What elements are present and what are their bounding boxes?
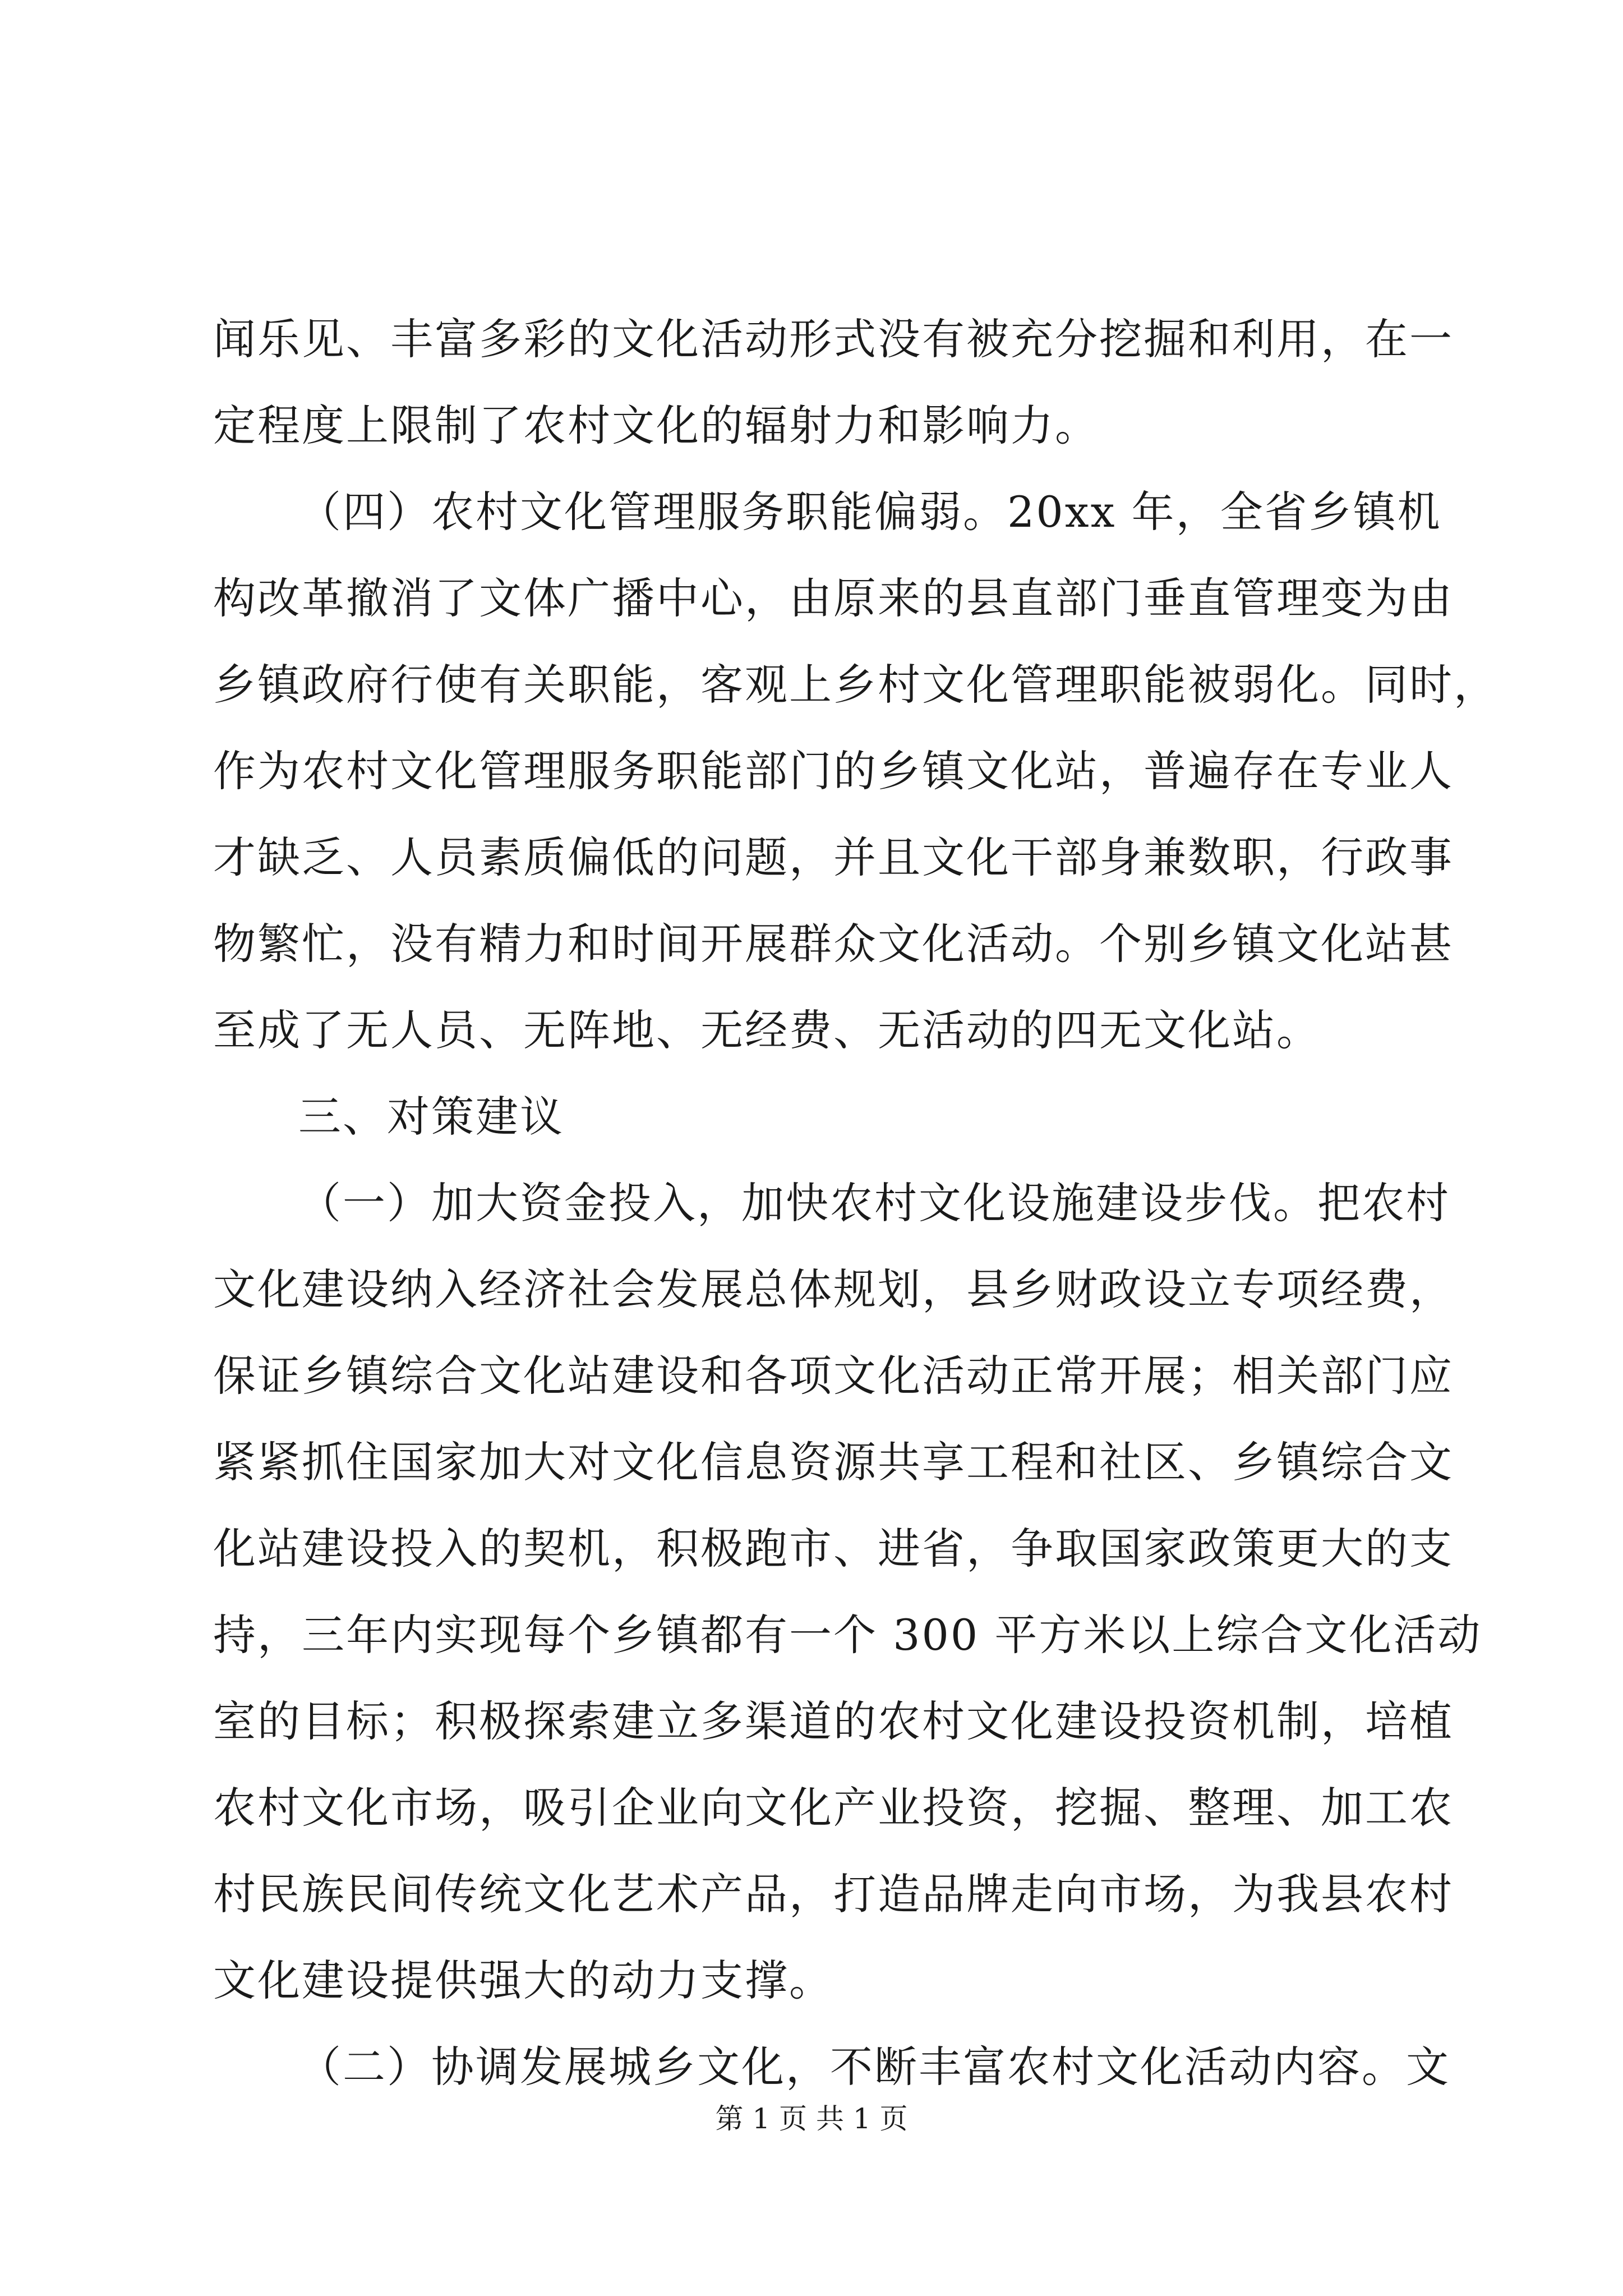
text-line: 村民族民间传统文化艺术产品，打造品牌走向市场，为我县农村 — [213, 1869, 1454, 1919]
paragraph-heading-4: （四）农村文化管理服务职能偏弱。20xx 年，全省乡镇机 — [298, 487, 1442, 537]
text-line: 构改革撤消了文体广播中心，由原来的县直部门垂直管理变为由 — [213, 573, 1454, 623]
text-line: 农村文化市场，吸引企业向文化产业投资，挖掘、整理、加工农 — [213, 1783, 1454, 1833]
text-line: 文化建设纳入经济社会发展总体规划，县乡财政设立专项经费， — [213, 1264, 1454, 1314]
text-line: 文化建设提供强大的动力支撑。 — [213, 1955, 833, 2005]
text-line: 室的目标；积极探索建立多渠道的农村文化建设投资机制，培植 — [213, 1696, 1454, 1746]
text-line: 持，三年内实现每个乡镇都有一个 300 平方米以上综合文化活动 — [213, 1610, 1482, 1660]
section-heading: 三、对策建议 — [298, 1092, 564, 1142]
paragraph-heading-2: （二）协调发展城乡文化，不断丰富农村文化活动内容。文 — [298, 2042, 1450, 2092]
text-line: 才缺乏、人员素质偏低的问题，并且文化干部身兼数职，行政事 — [213, 832, 1454, 882]
paragraph-heading-1: （一）加大资金投入，加快农村文化设施建设步伐。把农村 — [298, 1178, 1450, 1228]
text-line: 物繁忙，没有精力和时间开展群众文化活动。个别乡镇文化站甚 — [213, 919, 1454, 969]
text-line: 作为农村文化管理服务职能部门的乡镇文化站，普遍存在专业人 — [213, 746, 1454, 796]
text-line: 保证乡镇综合文化站建设和各项文化活动正常开展；相关部门应 — [213, 1351, 1454, 1401]
text-line: 至成了无人员、无阵地、无经费、无活动的四无文化站。 — [213, 1005, 1321, 1055]
document-body — [213, 296, 1498, 2110]
page-footer: 第 1 页 共 1 页 — [715, 2102, 908, 2135]
text-line: 化站建设投入的契机，积极跑市、进省，争取国家政策更大的支 — [213, 1524, 1454, 1573]
text-line: 定程度上限制了农村文化的辐射力和影响力。 — [213, 401, 1099, 450]
text-line: 紧紧抓住国家加大对文化信息资源共享工程和社区、乡镇综合文 — [213, 1437, 1454, 1487]
text-line: 闻乐见、丰富多彩的文化活动形式没有被充分挖掘和利用，在一 — [213, 314, 1454, 364]
text-line: 乡镇政府行使有关职能，客观上乡村文化管理职能被弱化。同时， — [213, 660, 1498, 710]
